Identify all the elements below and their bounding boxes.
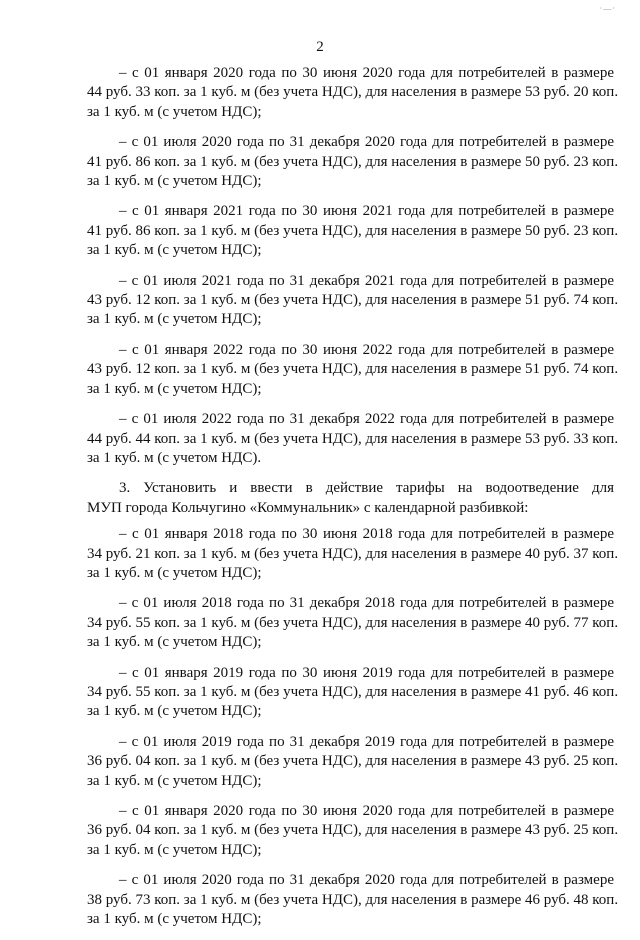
page-number: 2 <box>316 39 324 55</box>
paragraph-line: – с 01 июля 2022 года по 31 декабря 2022 года для потребителей в размере <box>119 411 614 428</box>
paragraph-line: 3. Установить и ввести в действие тарифы на водоотведение для <box>119 480 614 497</box>
paragraph-line: 38 руб. 73 коп. за 1 куб. м (без учета НДС), для населения в размере 46 руб. 48 коп. <box>87 891 619 908</box>
paragraph-line: 36 руб. 04 коп. за 1 куб. м (без учета НДС), для населения в размере 43 руб. 25 коп. <box>87 822 619 839</box>
tariff-paragraph <box>87 64 619 122</box>
paragraph-line: – с 01 июля 2020 года по 31 декабря 2020 года для потребителей в размере <box>119 134 614 151</box>
corner-scan-mark: ·—· <box>599 4 616 13</box>
paragraph-line: за 1 куб. м (с учетом НДС). <box>87 449 262 466</box>
tariff-paragraph <box>87 871 619 929</box>
paragraph-line: – с 01 января 2018 года по 30 июня 2018 года для потребителей в размере <box>119 526 614 543</box>
paragraph-line: – с 01 января 2020 года по 30 июня 2020 года для потребителей в размере <box>119 803 614 819</box>
paragraph-line: за 1 куб. м (с учетом НДС); <box>87 703 262 720</box>
section-3-heading <box>87 479 614 518</box>
paragraph-line: 43 руб. 12 коп. за 1 куб. м (без учета НДС), для населения в размере 51 руб. 74 коп. <box>87 292 619 309</box>
paragraph-line: – с 01 июля 2018 года по 31 декабря 2018 года для потребителей в размере <box>119 595 614 612</box>
paragraph-line: 44 руб. 44 коп. за 1 куб. м (без учета НДС), для населения в размере 53 руб. 33 коп. <box>87 430 619 447</box>
paragraph-line: – с 01 января 2022 года по 30 июня 2022 года для потребителей в размере <box>119 341 614 358</box>
paragraph-line: за 1 куб. м (с учетом НДС); <box>87 772 262 789</box>
paragraph-line: за 1 куб. м (с учетом НДС); <box>87 103 262 120</box>
paragraph-line: 34 руб. 55 коп. за 1 куб. м (без учета НДС), для населения в размере 41 руб. 46 коп. <box>87 683 619 700</box>
paragraph-line: 34 руб. 21 коп. за 1 куб. м (без учета НДС), для населения в размере 40 руб. 37 коп. <box>87 545 619 562</box>
paragraph-line: – с 01 января 2020 года по 30 июня 2020 года для потребителей в размере <box>119 65 614 81</box>
paragraph-line: за 1 куб. м (с учетом НДС); <box>87 173 262 190</box>
paragraph-line: за 1 куб. м (с учетом НДС); <box>87 242 262 259</box>
paragraph-line: 41 руб. 86 коп. за 1 куб. м (без учета НДС), для населения в размере 50 руб. 23 коп. <box>87 222 619 239</box>
tariff-paragraph <box>87 410 619 468</box>
paragraph-line: 36 руб. 04 коп. за 1 куб. м (без учета НДС), для населения в размере 43 руб. 25 коп. <box>87 753 619 770</box>
tariff-paragraph <box>87 733 619 791</box>
paragraph-line: за 1 куб. м (с учетом НДС); <box>87 911 262 928</box>
paragraph-line: за 1 куб. м (с учетом НДС); <box>87 634 262 651</box>
paragraph-line: за 1 куб. м (с учетом НДС); <box>87 564 262 581</box>
paragraph-line: – с 01 июля 2020 года по 31 декабря 2020 года для потребителей в размере <box>119 872 614 889</box>
paragraph-line: – с 01 июля 2021 года по 31 декабря 2021 года для потребителей в размере <box>119 272 614 289</box>
paragraph-line: за 1 куб. м (с учетом НДС); <box>87 841 262 858</box>
paragraph-line: за 1 куб. м (с учетом НДС); <box>87 380 262 397</box>
paragraph-line: – с 01 января 2021 года по 30 июня 2021 года для потребителей в размере <box>119 203 614 220</box>
paragraph-line: – с 01 июля 2019 года по 31 декабря 2019 года для потребителей в размере <box>119 733 614 750</box>
paragraph-line: – с 01 января 2019 года по 30 июня 2019 года для потребителей в размере <box>119 664 614 681</box>
tariff-paragraph <box>87 133 619 191</box>
paragraph-line: 43 руб. 12 коп. за 1 куб. м (без учета НДС), для населения в размере 51 руб. 74 коп. <box>87 361 619 378</box>
tariff-paragraph <box>87 594 619 652</box>
tariff-paragraph <box>87 802 619 860</box>
paragraph-line: 34 руб. 55 коп. за 1 куб. м (без учета НДС), для населения в размере 40 руб. 77 коп. <box>87 614 619 631</box>
paragraph-line: за 1 куб. м (с учетом НДС); <box>87 311 262 328</box>
tariff-paragraph <box>87 272 619 330</box>
tariff-paragraph <box>87 525 619 583</box>
document-body <box>87 64 619 940</box>
paragraph-line: МУП города Кольчугино «Коммунальник» с календарной разбивкой: <box>87 499 529 516</box>
tariff-paragraph <box>87 664 619 722</box>
paragraph-line: 44 руб. 33 коп. за 1 куб. м (без учета НДС), для населения в размере 53 руб. 20 коп. <box>87 84 619 101</box>
tariff-paragraph <box>87 202 619 260</box>
paragraph-line: 41 руб. 86 коп. за 1 куб. м (без учета НДС), для населения в размере 50 руб. 23 коп. <box>87 153 619 170</box>
tariff-paragraph <box>87 341 619 399</box>
